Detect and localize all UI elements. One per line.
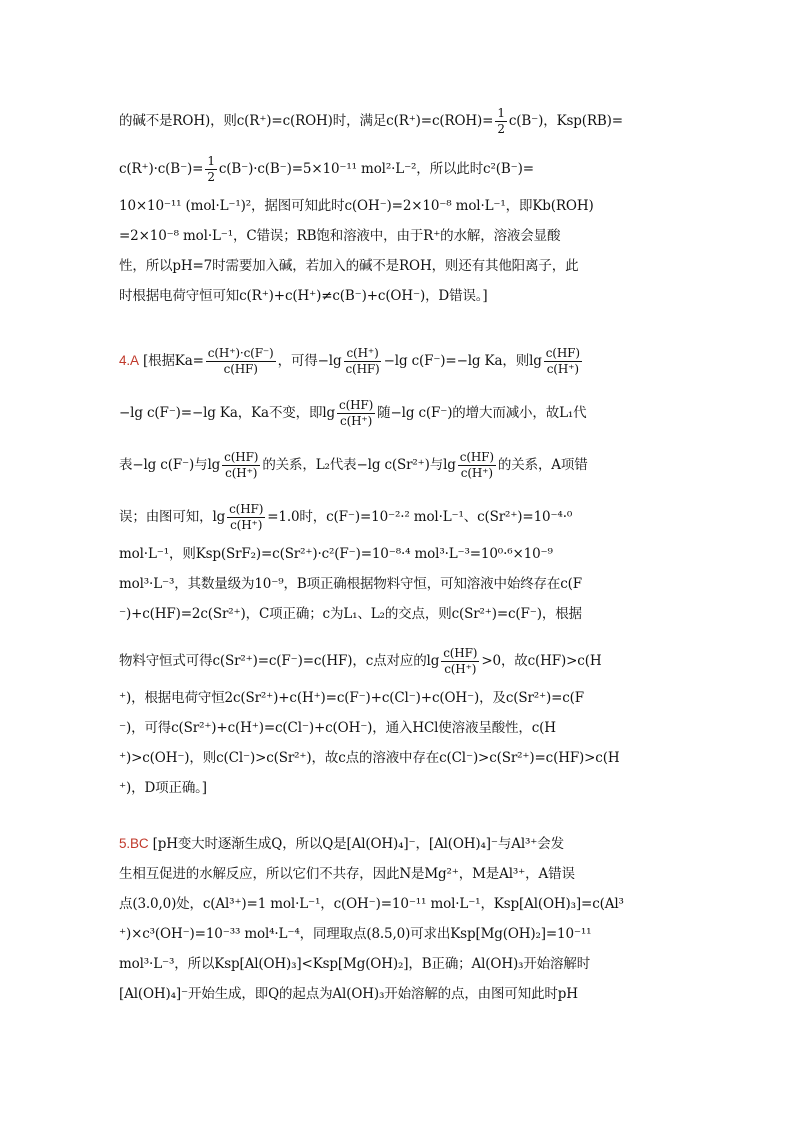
- text-span: 的关系，L₂代表−lg c(Sr²⁺)与lg: [262, 457, 456, 473]
- text-line: ⁻)，可得c(Sr²⁺)+c(H⁺)=c(Cl⁻)+c(OH⁻)，通入HCl使溶液呈酸性，c(H: [119, 720, 556, 736]
- text-line: ⁺)×c³(OH⁻)=10⁻³³ mol⁴·L⁻⁴，同理取点(8.5,0)可求出Ksp[Mg(OH)₂]=10⁻¹¹: [119, 926, 592, 942]
- text-line: 性，所以pH=7时需要加入碱，若加入的碱不是ROH，则还有其他阳离子，此: [119, 258, 579, 274]
- fraction-denominator: 2: [207, 170, 215, 184]
- text-span: [根据Ka=: [142, 353, 204, 369]
- text-line: [119, 834, 677, 854]
- answer-key: A: [129, 353, 139, 368]
- fraction: [227, 502, 265, 533]
- fraction-numerator: c(H⁺): [346, 346, 379, 360]
- text-line: [Al(OH)₄]⁻开始生成，即Q的起点为Al(OH)₃开始溶解的点，由图可知此时pH: [119, 986, 578, 1002]
- fraction-numerator: 1: [207, 154, 215, 168]
- text-line: [119, 398, 677, 429]
- fraction-numerator: c(HF): [443, 646, 478, 660]
- fraction-denominator: 2: [497, 122, 505, 136]
- text-line: ⁺)，D项正确。]: [119, 780, 207, 796]
- text-span: =1.0时，c(F⁻)=10⁻²·² mol·L⁻¹、c(Sr²⁺)=10⁻⁴·⁰: [267, 509, 573, 525]
- fraction: [337, 398, 375, 429]
- text-line: 时根据电荷守恒可知c(R⁺)+c(H⁺)≠c(B⁻)+c(OH⁻)，D错误。]: [119, 288, 488, 304]
- fraction-numerator: c(HF): [545, 346, 580, 360]
- text-line: [119, 106, 677, 137]
- fraction-denominator: c(H⁺): [340, 414, 373, 428]
- fraction-numerator: c(H⁺)·c(F⁻): [207, 346, 274, 360]
- fraction-numerator: c(HF): [229, 502, 264, 516]
- fraction-denominator: c(HF): [223, 362, 258, 376]
- text-span: 的关系，A项错: [497, 457, 588, 473]
- fraction: [205, 154, 217, 185]
- fraction-numerator: c(HF): [224, 450, 259, 464]
- text-span: 误；由图可知，lg: [119, 509, 226, 525]
- text-span: ，可得−lg: [277, 353, 342, 369]
- fraction: [544, 346, 582, 377]
- text-span: c(B⁻)，Ksp(RB)=: [508, 113, 623, 129]
- fraction-denominator: c(HF): [345, 362, 380, 376]
- text-span: 随−lg c(F⁻)的增大而减小，故L₁代: [377, 405, 587, 421]
- text-span: −lg c(F⁻)=−lg Ka，Ka不变，即lg: [119, 405, 336, 421]
- text-span: 物料守恒式可得c(Sr²⁺)=c(F⁻)=c(HF)，c点对应的lg: [119, 653, 440, 669]
- text-span: 的碱不是ROH)，则c(R⁺)=c(ROH)时，满足c(R⁺)=c(ROH)=: [119, 113, 494, 129]
- fraction: [441, 646, 479, 677]
- text-line: =2×10⁻⁸ mol·L⁻¹，C错误；RB饱和溶液中，由于R⁺的水解，溶液会显酸: [119, 228, 561, 244]
- question-number: 4.: [119, 353, 130, 368]
- fraction-numerator: c(HF): [339, 398, 374, 412]
- text-line: [119, 502, 677, 533]
- text-line: 生相互促进的水解反应，所以它们不共存，因此N是Mg²⁺，M是Al³⁺，A错误: [119, 866, 575, 882]
- fraction: [495, 106, 507, 137]
- fraction: [343, 346, 381, 377]
- text-span: −lg c(F⁻)=−lg Ka，则lg: [383, 353, 542, 369]
- fraction-denominator: c(H⁺): [230, 518, 263, 532]
- fraction: [222, 450, 260, 481]
- fraction-numerator: 1: [497, 106, 505, 120]
- text-line: mol·L⁻¹，则Ksp(SrF₂)=c(Sr²⁺)·c²(F⁻)=10⁻⁸·⁴ mol³·L⁻³=10⁰·⁶×10⁻⁹: [119, 546, 553, 562]
- fraction-denominator: c(H⁺): [546, 362, 579, 376]
- fraction: [458, 450, 496, 481]
- answer-key: BC: [129, 836, 149, 851]
- text-span: [pH变大时逐渐生成Q，所以Q是[Al(OH)₄]⁻，[Al(OH)₄]⁻与Al³⁺会发: [152, 836, 564, 852]
- text-line: ⁻)+c(HF)=2c(Sr²⁺)，C项正确；c为L₁、L₂的交点，则c(Sr²⁺)=c(F⁻)，根据: [119, 606, 582, 622]
- text-span: >0，故c(HF)>c(H: [481, 653, 602, 669]
- text-span: c(R⁺)·c(B⁻)=: [119, 161, 204, 177]
- text-line: 10×10⁻¹¹ (mol·L⁻¹)²，据图可知此时c(OH⁻)=2×10⁻⁸ mol·L⁻¹，即Kb(ROH): [119, 198, 594, 214]
- text-line: [119, 646, 677, 677]
- fraction: [206, 346, 276, 377]
- fraction-denominator: c(H⁺): [460, 466, 493, 480]
- text-line: ⁺)>c(OH⁻)，则c(Cl⁻)>c(Sr²⁺)，故c点的溶液中存在c(Cl⁻)>c(Sr²⁺)=c(HF)>c(H: [119, 750, 620, 766]
- fraction-numerator: c(HF): [459, 450, 494, 464]
- text-span: c(B⁻)·c(B⁻)=5×10⁻¹¹ mol²·L⁻²，所以此时c²(B⁻)=: [218, 161, 534, 177]
- text-line: 点(3.0,0)处，c(Al³⁺)=1 mol·L⁻¹，c(OH⁻)=10⁻¹¹ mol·L⁻¹，Ksp[Al(OH)₃]=c(Al³: [119, 896, 624, 912]
- fraction-denominator: c(H⁺): [225, 466, 258, 480]
- question-number: 5.: [119, 836, 130, 851]
- text-line: mol³·L⁻³，其数量级为10⁻⁹，B项正确根据物料守恒，可知溶液中始终存在c(F: [119, 576, 582, 592]
- text-line: mol³·L⁻³，所以Ksp[Al(OH)₃]<Ksp[Mg(OH)₂]，B正确；Al(OH)₃开始溶解时: [119, 956, 591, 972]
- text-span: 表−lg c(F⁻)与lg: [119, 457, 221, 473]
- text-line: [119, 154, 677, 185]
- fraction-denominator: c(H⁺): [444, 662, 477, 676]
- text-line: [119, 346, 677, 377]
- text-line: ⁺)，根据电荷守恒2c(Sr²⁺)+c(H⁺)=c(F⁻)+c(Cl⁻)+c(OH⁻)，及c(Sr²⁺)=c(F: [119, 690, 585, 706]
- text-line: [119, 450, 677, 481]
